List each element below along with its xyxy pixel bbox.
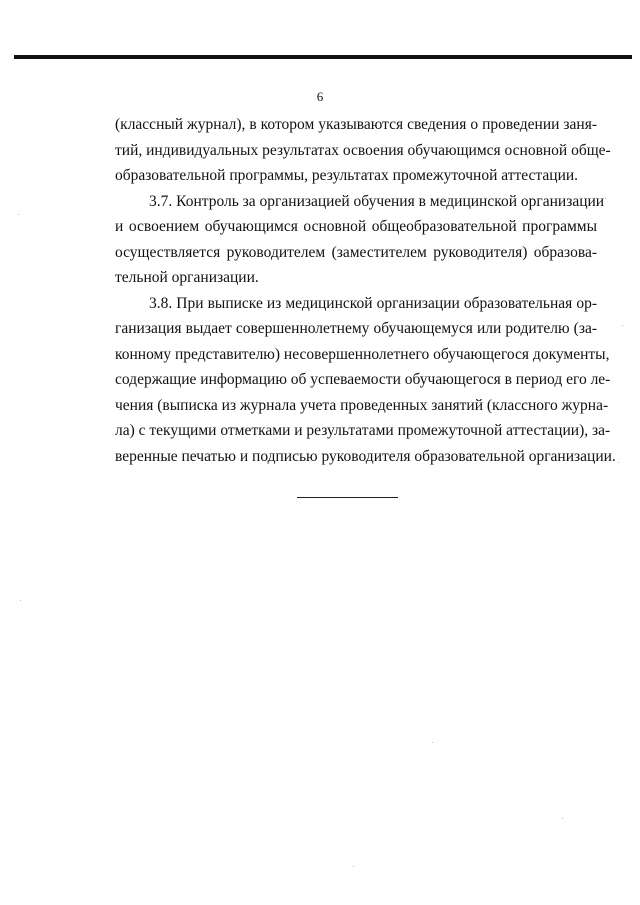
scan-speck <box>562 818 563 819</box>
text-line: образовательной программы, результатах промежуточной аттестации. <box>115 167 579 184</box>
text-line: осуществляется руководителем (заместителем руководителя) образова- <box>115 243 597 261</box>
text-line: тий, индивидуальных результатах освоения обучающимся основной обще- <box>115 141 611 159</box>
text-line: (классный журнал), в котором указываются сведения о проведении заня- <box>115 116 597 133</box>
text-line: тельной организации. <box>115 269 259 286</box>
scan-speck <box>18 214 19 215</box>
page-number: 6 <box>316 89 324 104</box>
scan-speck <box>432 742 433 743</box>
header-rule <box>14 55 632 59</box>
text-line: содержащие информацию об успеваемости обучающегося в период его ле- <box>115 371 611 388</box>
paragraph-continuation <box>115 112 611 189</box>
scan-speck <box>20 600 21 601</box>
text-line: и освоением обучающимся основной общеобразовательной программы <box>115 218 597 235</box>
paragraph-3-8 <box>115 291 616 470</box>
text-line: ла) с текущими отметками и результатами промежуточной аттестации), за- <box>115 422 611 439</box>
text-line: веренные печатью и подписью руководителя образовательной организации. <box>115 447 616 465</box>
document-body <box>115 112 616 469</box>
text-line: ганизация выдает совершеннолетнему обучающемуся или родителю (за- <box>115 320 597 337</box>
end-of-text-rule <box>297 497 398 498</box>
text-line: чения (выписка из журнала учета проведенных занятий (классного журна- <box>115 396 609 414</box>
scan-speck <box>618 462 619 463</box>
scan-speck <box>353 866 354 867</box>
text-line: 3.7. Контроль за организацией обучения в медицинской организации <box>149 192 605 210</box>
text-line: конному представителю) несовершеннолетнего обучающегося документы, <box>115 345 610 363</box>
text-line: 3.8. При выписке из медицинской организации образовательная ор- <box>149 294 597 312</box>
scan-speck <box>605 198 606 199</box>
paragraph-3-7 <box>115 189 605 291</box>
scan-speck <box>622 325 623 326</box>
